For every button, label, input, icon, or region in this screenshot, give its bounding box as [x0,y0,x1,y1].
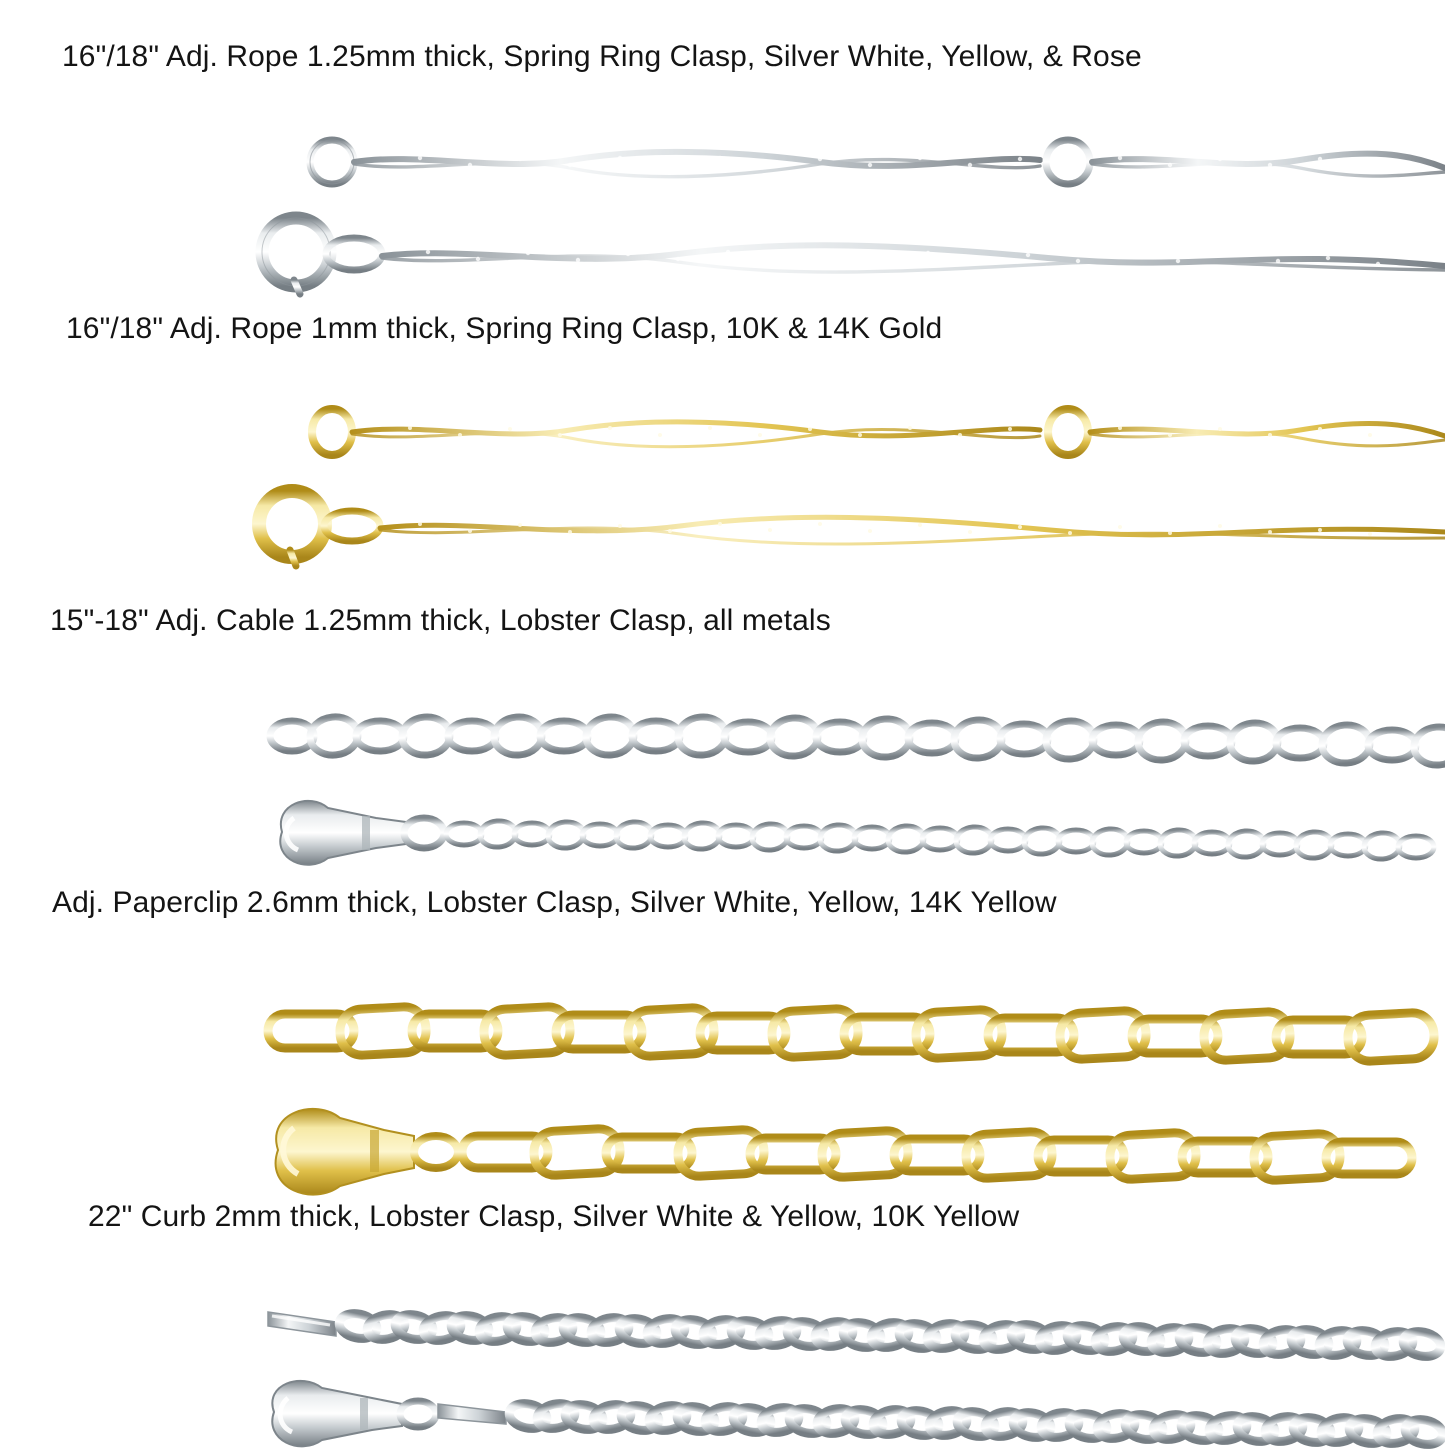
upper-extender-strand [262,986,1445,1046]
chain-row-paperclip-gold [0,886,1445,1200]
cable-links [446,819,1434,860]
chain-row-rope-silver [0,40,1445,284]
upper-extender-strand [300,404,1445,464]
paperclip-links [462,1128,1412,1181]
lower-clasp-strand [240,486,1445,546]
upper-extender-strand [300,134,1445,194]
upper-extender-strand [262,696,1445,756]
lobster-clasp-icon [272,1381,436,1447]
chain-illustration [0,1234,1445,1434]
chain-row-label: 16"/18" Adj. Rope 1mm thick, Spring Ring Clasp, 10K & 14K Gold [66,312,943,345]
chain-row-rope-gold [0,312,1445,576]
lobster-clasp-icon [280,801,444,865]
curb-links [337,1310,1443,1359]
lower-clasp-strand [258,1102,1445,1162]
chain-illustration [0,920,1445,1200]
chain-illustration [0,346,1445,576]
chain-row-label: 16"/18" Adj. Rope 1.25mm thick, Spring Ring Clasp, Silver White, Yellow, & Rose [62,40,1142,73]
lower-clasp-strand [248,214,1445,274]
rope-links [380,517,1445,544]
lobster-clasp-icon [276,1109,458,1195]
lower-clasp-strand [264,788,1445,848]
tapered-end-cap-icon [268,1312,336,1336]
spring-ring-clasp-icon [259,491,380,566]
chain-row-label: 22" Curb 2mm thick, Lobster Clasp, Silver White & Yellow, 10K Yellow [88,1200,1020,1233]
chain-illustration [0,74,1445,284]
chain-row-label: Adj. Paperclip 2.6mm thick, Lobster Clasp, Silver White, Yellow, 14K Yellow [52,886,1057,919]
jump-ring-icon [312,409,352,455]
rope-links [354,140,1445,184]
cable-links [270,715,1445,767]
chain-row-cable-silver [0,604,1445,888]
curb-links [507,1400,1445,1447]
spring-ring-clasp-icon [262,218,382,294]
lower-clasp-strand [262,1372,1445,1432]
tapered-end-cap-icon [438,1404,506,1424]
upper-extender-strand [262,1292,1445,1352]
chain-row-label: 15"-18" Adj. Cable 1.25mm thick, Lobster Clasp, all metals [50,604,831,637]
jump-ring-icon [310,140,354,184]
chain-row-curb-silver [0,1200,1445,1434]
rope-links [382,245,1445,272]
rope-links [352,409,1445,455]
chain-illustration [0,638,1445,888]
paperclip-links [268,1006,1435,1062]
